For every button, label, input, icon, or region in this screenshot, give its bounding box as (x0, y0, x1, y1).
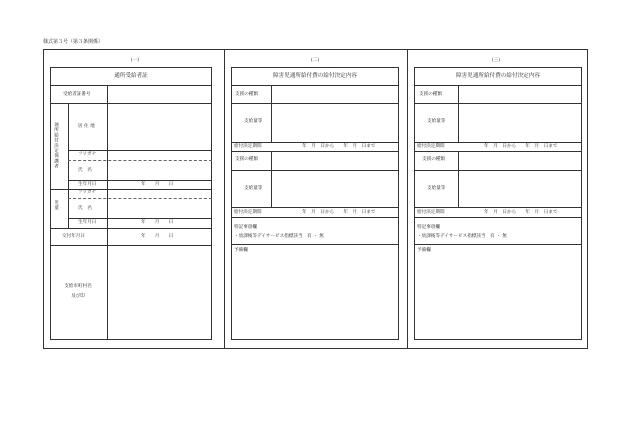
name2-label: 氏 名 (78, 206, 92, 211)
child-group-label: 児童 (53, 200, 59, 211)
decision-period2-label-3: 給付決定期間 (417, 210, 445, 215)
special-notes-label-3: 特記事項欄 (417, 225, 440, 230)
panel-2-title: 障害児通所給付費の給付決定内容 (273, 73, 357, 79)
panel-divider-2 (407, 49, 408, 349)
birthdate2-label: 生年月日 (78, 220, 97, 225)
service-amount2-label-3: 支給量等 (427, 186, 446, 191)
panel-2-table (231, 67, 399, 340)
service-amount2-label: 支給量等 (244, 186, 263, 191)
municipality-seal-label: 及び印 (71, 294, 85, 299)
care-service-line: ・放課後等デイサービス指標該当 有 ・ 無 (234, 234, 324, 239)
furigana-label: フリガナ (78, 152, 97, 157)
reserve-label-3: 予備欄 (417, 248, 431, 253)
municipality-label: 支給市町村名 (64, 284, 92, 289)
decision-period2-label: 給付決定期間 (234, 210, 262, 215)
decision-period2-value: 年 月 日から 年 月 日まで (302, 210, 376, 215)
address-label: 居 住 地 (78, 124, 95, 129)
guardian-group-label: 通所給付決定保護者 (53, 122, 59, 169)
service-amount-label: 支給量等 (244, 119, 263, 124)
care-service-line-3: ・放課後等デイサービス指標該当 有 ・ 無 (417, 234, 507, 239)
issue-date-value: 年 月 日 (141, 234, 174, 239)
decision-period-value: 年 月 日から 年 月 日まで (302, 144, 376, 149)
decision-period-label: 給付決定期間 (234, 144, 262, 149)
name-label: 氏 名 (78, 168, 92, 173)
service-type2-label: 支援の種類 (235, 157, 258, 162)
panel-1-number: (一) (130, 58, 140, 63)
service-type-label-3: 支援の種類 (419, 92, 442, 97)
service-amount-label-3: 支給量等 (427, 119, 446, 124)
form-number: 様式第３号（第３条関係） (43, 39, 104, 45)
birthdate-value: 年 月 日 (141, 182, 174, 187)
decision-period-label-3: 給付決定期間 (417, 144, 445, 149)
furigana2-label: フリガナ (78, 190, 97, 195)
service-type2-label-3: 支援の種類 (422, 157, 445, 162)
service-type-label: 支援の種類 (235, 92, 258, 97)
panel-2-number: (二) (310, 58, 320, 63)
decision-period-value-3: 年 月 日から 年 月 日まで (484, 144, 558, 149)
birthdate-label: 生年月日 (78, 182, 97, 187)
panel-3-title: 障害児通所給付費の給付決定内容 (456, 73, 540, 79)
reserve-label: 予備欄 (234, 248, 248, 253)
panel-1-title: 通所受給者証 (114, 73, 148, 79)
special-notes-label: 特記事項欄 (234, 225, 257, 230)
issue-date-label: 交付年月日 (62, 234, 85, 239)
panel-3-table (414, 67, 582, 340)
recipient-number-label: 受給者証番号 (63, 92, 91, 97)
decision-period2-value-3: 年 月 日から 年 月 日まで (484, 210, 558, 215)
panel-divider-1 (224, 49, 225, 349)
birthdate2-value: 年 月 日 (141, 220, 174, 225)
panel-3-number: (三) (491, 58, 501, 63)
